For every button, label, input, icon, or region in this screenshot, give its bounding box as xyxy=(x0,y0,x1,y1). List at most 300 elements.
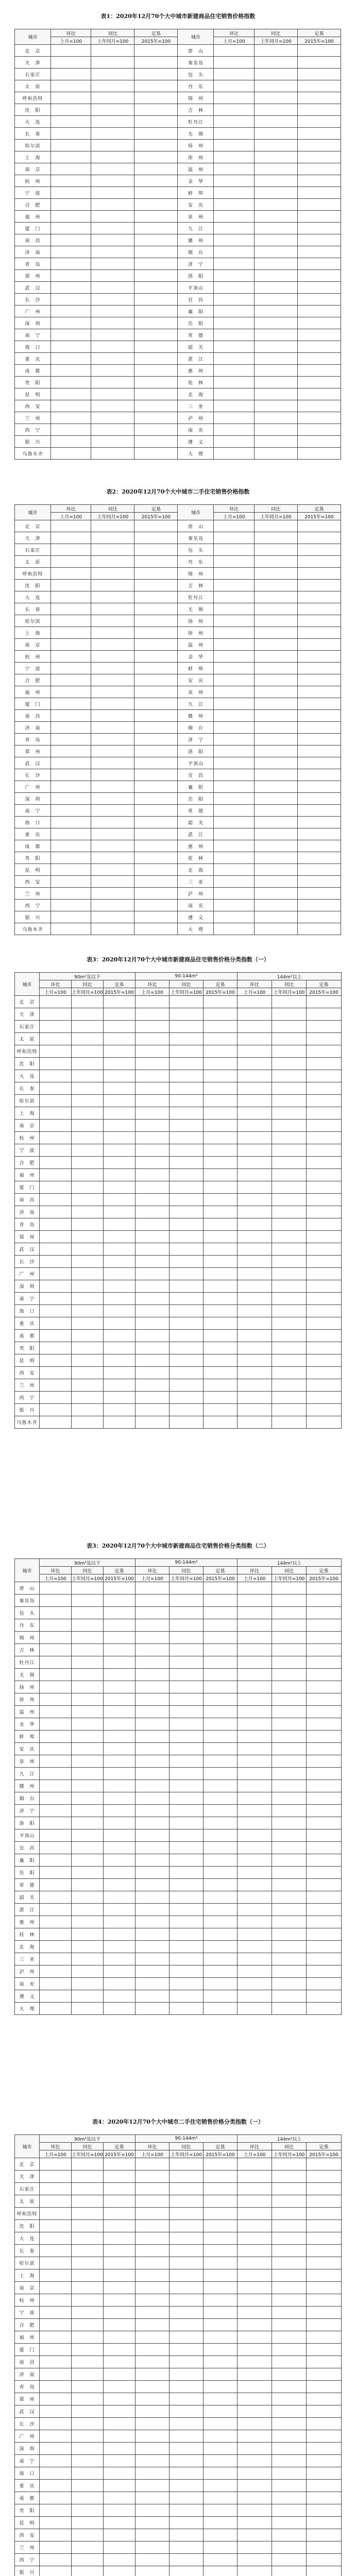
table2-value-cell xyxy=(297,651,341,663)
table4-value-cell xyxy=(204,1743,238,1755)
table5-value-cell xyxy=(204,2455,238,2467)
table4-value-cell xyxy=(238,1879,272,1891)
table4-value-cell xyxy=(135,1669,169,1681)
table3-value-cell xyxy=(238,1181,272,1194)
table3-value-cell xyxy=(135,1243,169,1256)
table3-value-cell xyxy=(104,1021,135,1033)
table5-value-cell xyxy=(307,2541,342,2554)
table4-value-cell xyxy=(40,1867,72,1879)
table1-value-cell xyxy=(51,388,91,400)
table3-value-cell xyxy=(135,1256,169,1268)
table5-value-cell xyxy=(72,2319,104,2331)
table3-value-cell xyxy=(204,1293,238,1305)
table5-value-cell xyxy=(238,2158,272,2171)
table2-value-cell xyxy=(91,817,134,828)
table2-value-cell xyxy=(134,710,178,722)
table1-value-cell xyxy=(254,258,297,270)
table1-city-cell: 沈 阳 xyxy=(15,104,51,116)
table1-city-cell: 昆 明 xyxy=(15,388,51,400)
table3-value-cell xyxy=(169,1194,204,1206)
table4-city-cell: 扬 州 xyxy=(15,1681,40,1693)
table3-value-cell xyxy=(169,1082,204,1095)
table4-row xyxy=(15,1792,342,1805)
table5-value-cell xyxy=(204,2418,238,2430)
table4-value-cell xyxy=(40,1965,72,1978)
table4-value-cell xyxy=(169,1928,204,1941)
table3-city-cell: 武 汉 xyxy=(15,1243,40,1256)
table1-value-cell xyxy=(134,317,178,329)
table3-value-cell xyxy=(238,1021,272,1033)
table5-value-cell xyxy=(204,2393,238,2405)
table3-value-cell xyxy=(272,1132,307,1144)
table3-value-cell xyxy=(135,1280,169,1293)
table5-value-cell xyxy=(104,2418,135,2430)
table5-value-cell xyxy=(169,2269,204,2282)
table5-value-cell xyxy=(104,2381,135,2393)
table2-value-cell xyxy=(214,591,254,603)
table4-city-cell: 九 江 xyxy=(15,1768,40,1780)
table5-value-cell xyxy=(238,2418,272,2430)
table1-value-cell xyxy=(134,57,178,69)
table2-city-cell: 蚌 埠 xyxy=(178,663,214,674)
table2-value-cell xyxy=(254,686,297,698)
table5-value-cell xyxy=(104,2430,135,2443)
table3-value-cell xyxy=(104,1256,135,1268)
table5-value-cell xyxy=(169,2344,204,2356)
table3-value-cell xyxy=(204,1181,238,1194)
table4-yoy-header: 同比 xyxy=(169,1567,204,1574)
table4-value-cell xyxy=(272,1619,307,1632)
table5-value-cell xyxy=(104,2443,135,2455)
table2-value-cell xyxy=(51,876,91,888)
table2-city-cell: 深 圳 xyxy=(15,793,51,805)
table3-mom-header: 环比 xyxy=(135,980,169,988)
table2-mom-subheader: 上月=100 xyxy=(51,513,91,520)
table3-value-cell xyxy=(238,1268,272,1280)
table3-city-cell: 沈 阳 xyxy=(15,1058,40,1070)
table3-value-cell xyxy=(204,1058,238,1070)
table2-city-cell: 九 江 xyxy=(178,698,214,710)
table3-title: 表3：2020年12月70个大中城市新建商品住宅销售价格分类指数（一） xyxy=(87,956,269,963)
table4-city-cell: 韶 关 xyxy=(15,1891,40,1904)
table2-city-cell: 韶 关 xyxy=(178,817,214,828)
table4-value-cell xyxy=(238,1632,272,1644)
table3-value-cell xyxy=(135,1132,169,1144)
table2-city-cell: 常 德 xyxy=(178,805,214,817)
table2-mom-subheader-right: 上月=100 xyxy=(214,513,254,520)
table4-value-cell xyxy=(272,1669,307,1681)
table3-value-cell xyxy=(169,1120,204,1132)
table1-city-cell: 石家庄 xyxy=(15,69,51,80)
table1-value-cell xyxy=(297,388,341,400)
table4-value-cell xyxy=(104,1693,135,1706)
table4-value-cell xyxy=(169,1768,204,1780)
table5-value-cell xyxy=(169,2554,204,2566)
table4-value-cell xyxy=(169,1842,204,1854)
table3-value-cell xyxy=(104,1280,135,1293)
table3-value-cell xyxy=(169,1416,204,1429)
table1-value-cell xyxy=(214,448,254,460)
table4-value-cell xyxy=(204,1904,238,1916)
table1-value-cell xyxy=(134,448,178,460)
table1-value-cell xyxy=(254,270,297,282)
table2-city-cell: 郑 州 xyxy=(15,745,51,757)
table5-value-cell xyxy=(40,2307,72,2319)
table1-value-cell xyxy=(51,282,91,294)
table3-value-cell xyxy=(204,1379,238,1392)
table2-value-cell xyxy=(134,793,178,805)
table5-value-cell xyxy=(307,2504,342,2517)
table5-row xyxy=(15,2517,342,2529)
table4-value-cell xyxy=(204,1842,238,1854)
table5-value-cell xyxy=(40,2529,72,2541)
table1-value-cell xyxy=(214,306,254,317)
table2-value-cell xyxy=(254,793,297,805)
table3-row xyxy=(15,1144,342,1157)
table2-row xyxy=(15,686,341,698)
table2-value-cell xyxy=(51,793,91,805)
table4-value-cell xyxy=(238,1953,272,1965)
table4-value-cell xyxy=(169,1743,204,1755)
table5-value-cell xyxy=(135,2319,169,2331)
table2-value-cell xyxy=(91,544,134,556)
table1-value-cell xyxy=(134,282,178,294)
table4-city-cell: 济 宁 xyxy=(15,1805,40,1817)
table4-city-cell: 锦 州 xyxy=(15,1632,40,1644)
table3-value-cell xyxy=(307,1095,342,1107)
table3-city-cell: 厦 门 xyxy=(15,1181,40,1194)
table5-value-cell xyxy=(72,2566,104,2576)
table1-value-cell xyxy=(297,234,341,246)
table4-value-cell xyxy=(135,1768,169,1780)
table2-value-cell xyxy=(134,698,178,710)
table3-value-cell xyxy=(40,1120,72,1132)
table4-value-cell xyxy=(204,2003,238,2015)
table4-value-cell xyxy=(169,1829,204,1842)
table4-value-cell xyxy=(104,1780,135,1792)
table3-city-cell: 合 肥 xyxy=(15,1157,40,1169)
table2-value-cell xyxy=(214,580,254,591)
table5-value-cell xyxy=(272,2381,307,2393)
table5-value-cell xyxy=(135,2566,169,2576)
table2-value-cell xyxy=(91,520,134,532)
table2-city-cell: 大 理 xyxy=(178,923,214,935)
table4-value-cell xyxy=(272,1891,307,1904)
table5-value-cell xyxy=(272,2566,307,2576)
table5-value-cell xyxy=(135,2171,169,2183)
table1-city-cell: 唐 山 xyxy=(178,45,214,57)
table3-value-cell xyxy=(238,1157,272,1169)
table1-value-cell xyxy=(91,104,134,116)
table4-value-cell xyxy=(72,1965,104,1978)
table4-group2-header: 90-144m² xyxy=(135,1559,238,1567)
table1-value-cell xyxy=(91,69,134,80)
table5-value-cell xyxy=(104,2158,135,2171)
table4-value-cell xyxy=(104,1941,135,1953)
table1-value-cell xyxy=(134,211,178,223)
table2-value-cell xyxy=(214,627,254,639)
table1-city-cell: 太 原 xyxy=(15,80,51,92)
table4-value-cell xyxy=(169,1582,204,1595)
table3-value-cell xyxy=(135,1218,169,1231)
table1-value-cell xyxy=(297,400,341,412)
table4-value-cell xyxy=(135,1805,169,1817)
table5-value-cell xyxy=(307,2344,342,2356)
table4-value-cell xyxy=(204,1669,238,1681)
table3-value-cell xyxy=(104,1367,135,1379)
table1-city-header-right: 城市 xyxy=(178,29,214,45)
table4-value-cell xyxy=(307,1978,342,1990)
table5-section xyxy=(0,2115,356,2576)
table5-row xyxy=(15,2183,342,2195)
table4-row xyxy=(15,1582,342,1595)
table4-row xyxy=(15,1780,342,1792)
table1-value-cell xyxy=(297,45,341,57)
table5-value-cell xyxy=(238,2356,272,2368)
table3-value-cell xyxy=(307,1033,342,1045)
table1-city-cell: 平顶山 xyxy=(178,282,214,294)
table3-value-cell xyxy=(307,1231,342,1243)
table2-value-cell xyxy=(134,852,178,864)
table4-value-cell xyxy=(104,1990,135,2003)
table2-value-cell xyxy=(134,627,178,639)
table5-value-cell xyxy=(169,2541,204,2554)
table1-row xyxy=(15,199,341,211)
table4-row xyxy=(15,1891,342,1904)
table4-value-cell xyxy=(72,1780,104,1792)
table5-row xyxy=(15,2541,342,2554)
table5-value-cell xyxy=(104,2208,135,2220)
table2-city-cell: 锦 州 xyxy=(178,568,214,580)
table4-value-cell xyxy=(135,1706,169,1718)
table2-value-cell xyxy=(254,651,297,663)
table2-value-cell xyxy=(254,864,297,876)
table5-city-cell: 天 津 xyxy=(15,2171,40,2183)
table5-value-cell xyxy=(135,2269,169,2282)
table4-value-cell xyxy=(204,1879,238,1891)
table3-value-cell xyxy=(272,1206,307,1218)
table5-value-cell xyxy=(204,2480,238,2492)
table4-value-cell xyxy=(238,1916,272,1928)
table3-value-cell xyxy=(272,1095,307,1107)
table3-value-cell xyxy=(135,1416,169,1429)
table2-value-cell xyxy=(91,639,134,651)
table4-value-cell xyxy=(307,1669,342,1681)
table3-value-cell xyxy=(204,1342,238,1354)
table1-city-cell: 济 南 xyxy=(15,246,51,258)
table5-value-cell xyxy=(204,2443,238,2455)
table5-value-cell xyxy=(135,2492,169,2504)
table5-city-header: 城市 xyxy=(15,2135,40,2158)
table4-value-cell xyxy=(238,1681,272,1693)
table1-row xyxy=(15,377,341,388)
table4-value-cell xyxy=(272,1755,307,1768)
table4-value-cell xyxy=(204,1953,238,1965)
table4-value-cell xyxy=(238,1743,272,1755)
table1-value-cell xyxy=(91,282,134,294)
table5-value-cell xyxy=(272,2245,307,2257)
table5-yoy-header: 同比 xyxy=(272,2143,307,2150)
table1-yoy-header-right: 同比 xyxy=(254,29,297,37)
table4-value-cell xyxy=(72,1953,104,1965)
table2-value-cell xyxy=(297,615,341,627)
table3-value-cell xyxy=(72,1218,104,1231)
table5-city-cell: 昆 明 xyxy=(15,2517,40,2529)
table4-value-cell xyxy=(307,1743,342,1755)
table4-row xyxy=(15,1990,342,2003)
table1-value-cell xyxy=(91,400,134,412)
table1-value-cell xyxy=(51,448,91,460)
table3-value-cell xyxy=(135,1206,169,1218)
table4-value-cell xyxy=(307,1904,342,1916)
table4-value-cell xyxy=(104,1891,135,1904)
table2-row xyxy=(15,615,341,627)
table1-value-cell xyxy=(134,436,178,448)
table2-value-cell xyxy=(91,686,134,698)
table4-city-cell: 温 州 xyxy=(15,1706,40,1718)
table4-group3-header: 144m²以上 xyxy=(238,1559,342,1567)
table4-value-cell xyxy=(40,1706,72,1718)
table1-value-cell xyxy=(51,211,91,223)
table4-value-cell xyxy=(40,1718,72,1731)
table1-value-cell xyxy=(254,317,297,329)
table2-value-cell xyxy=(91,876,134,888)
table3-value-cell xyxy=(40,1305,72,1317)
table3-value-cell xyxy=(238,1095,272,1107)
table5-value-cell xyxy=(104,2245,135,2257)
table3-value-cell xyxy=(307,1342,342,1354)
table4-mom-subheader: 上月=100 xyxy=(40,1574,72,1582)
table2-city-cell: 南 宁 xyxy=(15,805,51,817)
table5-value-cell xyxy=(104,2319,135,2331)
table4-value-cell xyxy=(104,1978,135,1990)
table4-base-subheader: 2015年=100 xyxy=(204,1574,238,1582)
table5-value-cell xyxy=(238,2455,272,2467)
table1-row xyxy=(15,69,341,80)
table5-value-cell xyxy=(204,2331,238,2344)
table3-value-cell xyxy=(204,1045,238,1058)
table4-value-cell xyxy=(104,1644,135,1656)
table1-value-cell xyxy=(297,116,341,128)
table2-value-cell xyxy=(254,710,297,722)
table1-city-cell: 兰 州 xyxy=(15,412,51,424)
table4-value-cell xyxy=(169,1867,204,1879)
table2-value-cell xyxy=(297,568,341,580)
table3-city-cell: 乌鲁木齐 xyxy=(15,1416,40,1429)
table5-value-cell xyxy=(169,2504,204,2517)
table3-value-cell xyxy=(40,1157,72,1169)
table4-value-cell xyxy=(104,1669,135,1681)
table5-value-cell xyxy=(238,2529,272,2541)
table4-value-cell xyxy=(204,1792,238,1805)
table1-value-cell xyxy=(297,92,341,104)
table1-row xyxy=(15,57,341,69)
table3-value-cell xyxy=(72,996,104,1008)
table5-value-cell xyxy=(72,2282,104,2294)
table2-value-cell xyxy=(134,639,178,651)
table4-city-cell: 宜 昌 xyxy=(15,1842,40,1854)
table2-city-cell: 西 宁 xyxy=(15,900,51,911)
table3-value-cell xyxy=(135,1293,169,1305)
table4-value-cell xyxy=(238,1731,272,1743)
table4-city-cell: 牡丹江 xyxy=(15,1656,40,1669)
table5-value-cell xyxy=(135,2405,169,2418)
table4-value-cell xyxy=(104,1607,135,1619)
table5-value-cell xyxy=(72,2517,104,2529)
table4-value-cell xyxy=(72,1916,104,1928)
table3-value-cell xyxy=(104,1218,135,1231)
table4-value-cell xyxy=(307,1768,342,1780)
table3-value-cell xyxy=(72,1367,104,1379)
table1-value-cell xyxy=(51,128,91,140)
table2-city-cell: 长 春 xyxy=(15,603,51,615)
table2-city-cell: 昆 明 xyxy=(15,864,51,876)
table4-value-cell xyxy=(72,1817,104,1829)
table1-value-cell xyxy=(51,92,91,104)
table3-value-cell xyxy=(72,1082,104,1095)
table2-city-cell: 南 昌 xyxy=(15,710,51,722)
table1-row xyxy=(15,270,341,282)
table1-value-cell xyxy=(51,199,91,211)
table2-city-cell: 济 南 xyxy=(15,722,51,734)
table5-value-cell xyxy=(204,2257,238,2269)
table5-value-cell xyxy=(307,2418,342,2430)
table2-value-cell xyxy=(134,603,178,615)
table5-value-cell xyxy=(307,2245,342,2257)
table5-value-cell xyxy=(135,2232,169,2245)
table5-value-cell xyxy=(272,2344,307,2356)
table3-value-cell xyxy=(104,1392,135,1404)
table1-city-cell: 桂 林 xyxy=(178,377,214,388)
table5-base-header: 定基 xyxy=(104,2143,135,2150)
table4-value-cell xyxy=(169,1718,204,1731)
table4-city-header: 城市 xyxy=(15,1559,40,1582)
table5-row xyxy=(15,2158,342,2171)
table2-row xyxy=(15,556,341,568)
table3-mom-subheader: 上月=100 xyxy=(40,988,72,996)
table3-base-header: 定基 xyxy=(204,980,238,988)
table3-row xyxy=(15,1095,342,1107)
table5-value-cell xyxy=(72,2492,104,2504)
table1-value-cell xyxy=(214,246,254,258)
table2-row xyxy=(15,722,341,734)
table1-value-cell xyxy=(254,353,297,365)
table5-value-cell xyxy=(272,2282,307,2294)
table3-value-cell xyxy=(72,1070,104,1082)
table4-value-cell xyxy=(272,1632,307,1644)
table4-value-cell xyxy=(104,1965,135,1978)
table4-value-cell xyxy=(72,1718,104,1731)
table5-row xyxy=(15,2368,342,2381)
table3-value-cell xyxy=(169,1070,204,1082)
table1-city-cell: 赣 州 xyxy=(178,234,214,246)
table3-value-cell xyxy=(40,1206,72,1218)
table4-value-cell xyxy=(40,1656,72,1669)
table2-row xyxy=(15,544,341,556)
table1-value-cell xyxy=(51,187,91,199)
table4-value-cell xyxy=(204,1805,238,1817)
table2-value-cell xyxy=(134,745,178,757)
table5-value-cell xyxy=(72,2554,104,2566)
table3-value-cell xyxy=(104,1033,135,1045)
table5-value-cell xyxy=(40,2368,72,2381)
table2-value-cell xyxy=(214,734,254,745)
table2-value-cell xyxy=(51,817,91,828)
table5 xyxy=(14,2134,342,2576)
table5-value-cell xyxy=(40,2492,72,2504)
table4-value-cell xyxy=(272,1916,307,1928)
table1-value-cell xyxy=(134,140,178,151)
